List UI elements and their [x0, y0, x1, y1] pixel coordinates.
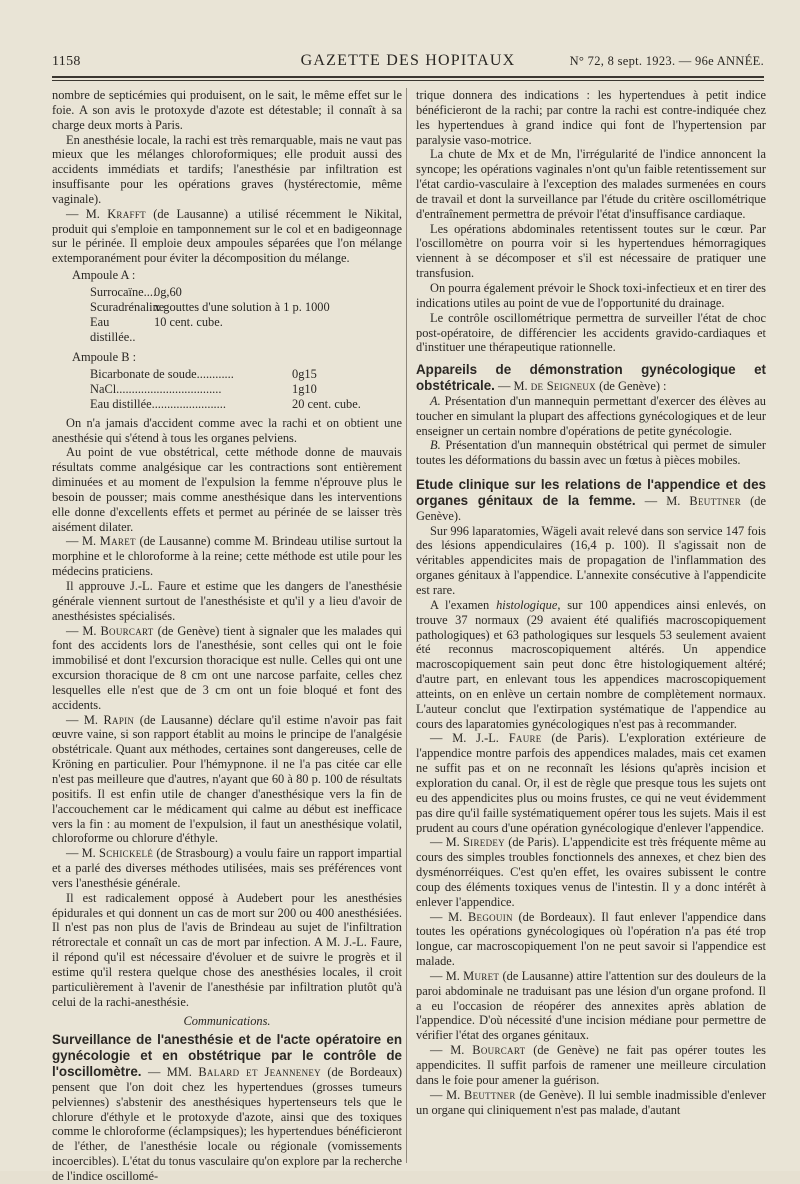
paragraph: — M. Beuttner (de Genève). Il lui semble inadmissible d'enlever un organe qui cliniquement n'est pas malade, d'autant [416, 1087, 767, 1117]
paragraph: — M. Muret (de Lausanne) attire l'attention sur des douleurs de la paroi abdominale ne traduisant pas une lésion d'un organe profond. Il a eu l'occasion de réopérer des annexites après ablation de l'appendice. D'où nécessité d'une incision médiane pour permettre de vérifier l'état des organes génitaux. [416, 968, 766, 1043]
paragraph: La chute de Mx et de Mn, l'irrégularité de l'indice annoncent la syncope; les opérations vaginales n'ont qu'un faible retentissement sur l'état cardio-vasculaire à l'exception des malades surmenées en cours de travail et dont la surveillance par l'étude du critère oscillométrique d'entraînement permettra de prévoir l'état d'insuffisance cardiaque. [416, 147, 766, 221]
paragraph: Il est radicalement opposé à Audebert pour les anesthésies épidurales et qui donnent un cas de mort sur 200 ou 400 anesthésiées. Il n'est pas non plus de l'avis de Brindeau au sujet de l'infiltration rétrorectale et connaît un cas de mort par infection. A M. J.-L. Faure, il répond qu'il est nécessaire d'évoluer et de suivre le progrès et il estime qu'il restera quelque chose des anesthésies locales, il croit particulièrement à l'avenir de l'anesthésie par infiltration plutôt qu'à celui de la rachi-anesthésie. [52, 890, 402, 1009]
speaker-name: Begouin [467, 909, 513, 924]
paragraph: — M. Bourcart (de Genève) tient à signaler que les malades qui font des accidents lors de l'anesthésie, sont celles qui ont le foie immobilisé et dont l'excursion thoracique est nulle. Celles qui ont une excursion thoracique de 8 cm ont une narcose parfaite, celles chez lesquelles elle n'est que de 3 cm ont un foie bloqué et font des accidents. [52, 623, 403, 712]
paragraph: A l'examen histologique, sur 100 appendices ainsi enlevés, on trouve 37 normaux (29 avaient été qualifiés macroscopiquement pathologiques) et 63 pathologiques sur lesquels 53 seulement avaient été reconnus macroscopiquement altérés. Un appendice macroscopiquement sain peut donc être histologiquement altéré; d'autre part, en enlevant tous les appendices macroscopiquement atteints, on en enlève un certain nombre de complètement normaux. L'auteur conclut que l'extirpation systématique de l'appendice au cours des laparatomies gynécologiques n'est pas à recommander. [416, 597, 766, 731]
author-names: Beuttner [689, 493, 742, 508]
page-number: 1158 [52, 54, 81, 69]
paragraph: A. Présentation d'un mannequin permettant d'exercer des élèves au toucher en simulant la plupart des affections gynécologiques et de leur enseigner un certain nombre d'opérations de petite gynécologie. [416, 393, 766, 438]
paragraph: B. Présentation d'un mannequin obstétrical qui permet de simuler toutes les déformations du bassin avec un fœtus à pièces mobiles. [416, 438, 766, 468]
issue-info: N° 72, 8 sept. 1923. — 96e ANNÉE. [569, 54, 764, 68]
speaker-name: Muret [463, 968, 500, 983]
speaker-name: Faure [508, 731, 542, 746]
speaker-name: Beuttner [464, 1087, 516, 1102]
paragraph: Au point de vue obstétrical, cette méthode donne de mauvais résultats comme analgésique car les contractions sont entièrement diminuées et au moment de l'expulsion la femme n'éprouve plus le besoin de pousser; mais comme anesthésique dans les interventions elle donne d'excellents effets et permet au périnée de se laisser très aisément dilater. [52, 445, 402, 534]
paragraph: — M. Krafft (de Lausanne) a utilisé récemment le Nikital, produit qui s'emploie en tamponnement sur le col et en badigeonnage sur le périnée. Il emploie deux ampoules séparées que l'on mélange extemporanément pour éviter la décomposition du mélange. [52, 206, 403, 266]
paragraph: — M. Rapin (de Lausanne) déclare qu'il estime n'avoir pas fait œuvre vaine, si son rapport établit au moins le principe de l'analgésie obstétricale. Quant aux méthodes, certaines sont dangereuses, celle de Kröning en particulier. Pour l'hémypnone. il ne l'a pas citée car elle n'est pas meilleure que d'autres, n'ayant que 60 à 80 p. 100 de résultats positifs. Il est enfin utile de changer d'anesthésique vers la fin de l'accouchement car le médicament qui calme au début est inefficace vers la fin : au moment de l'expulsion, il faut un anesthésique volatil, chloroforme ou chlorure d'éthyle. [52, 712, 403, 846]
header-rule-thin [52, 80, 764, 81]
speaker-name: Maret [99, 534, 136, 549]
paragraph: — M. Siredey (de Paris). L'appendicite est très fréquente même au cours des simples troubles fonctionnels des annexes, et chez bien des dysménorréiques. C'est qu'en effet, les ovaires subissent le contre coup des éléments toxiques venus de l'intestin. Il y a donc intérêt à enlever l'appendice. [416, 835, 767, 909]
formula-label: Ampoule B : [72, 350, 137, 365]
speaker-name: Siredey [462, 835, 505, 850]
paragraph: — M. Begouin (de Bordeaux). Il faut enlever l'appendice dans toutes les opérations gynécologiques où l'opération n'a pas été trop longue, car macroscopiquement l'on ne peut savoir si l'appendice est malade. [416, 909, 766, 969]
paragraph: On n'a jamais d'accident comme avec la rachi et on obtient une anesthésie qui s'étend à tous les organes pelviens. [52, 415, 402, 445]
speaker-name: Bourcart [472, 1043, 526, 1058]
paragraph: Les opérations abdominales retentissent toutes sur le cœur. Par l'oscillomètre on pourra voir si les hypertendues hémorragiques viennent à se décomposer et s'il est nécessaire de pratiquer une transfusion. [416, 221, 766, 281]
journal-title: GAZETTE DES HOPITAUX [300, 52, 516, 69]
paragraph: trique donnera des indications : les hypertendues à petit indice bénéficieront de la rachi; par contre la rachi est contre-indiquée chez les hypertendues à grand indice qui font de l'hypertension par paralysie vaso-motrice. [416, 88, 766, 147]
speaker-name: Krafft [107, 206, 146, 221]
formula-row: Scuradrénaline x gouttes d'une solution à 1 p. 1000 [90, 299, 330, 314]
section-title: Communications. [183, 1014, 271, 1029]
column-divider [406, 88, 407, 1163]
paragraph: On pourra également prévoir le Shock toxi-infectieux et en tirer des indications utiles au point de vue de l'opportunité du drainage. [416, 280, 766, 310]
speaker-name: Bourcart [100, 623, 154, 638]
paragraph: — M. Bourcart (de Genève) ne fait pas opérer toutes les appendicites. Il suffit parfois de ramener une meilleure circulation dans le foie pour amener la guérison. [416, 1043, 767, 1087]
page-header [52, 50, 764, 74]
paragraph: Sur 996 laparatomies, Wägeli avait relevé dans son service 147 fois des lésions appendiculaires (16,4 p. 100). Il s'agissait non de véritables appendicites mais de propagation de l'inflammation des organes génitaux à l'appendice. L'annexite consécutive à l'appendicite est rare. [416, 523, 766, 597]
paragraph: — M. Maret (de Lausanne) comme M. Brindeau utilise surtout la morphine et le chloroforme à la reine; cette méthode est utile pour les médecins praticiens. [52, 534, 403, 579]
formula-row: NaCl.................................. 1g10 [90, 382, 317, 397]
paragraph: nombre de septicémies qui produisent, on le sait, le même effet sur le foie. A son avis le protoxyde d'azote est détestable; il connaît à sa charge deux morts à Paris. [52, 88, 402, 132]
formula-row: Eau distillée.. 10 cent. cube. [90, 314, 223, 344]
article-heading: Etude clinique sur les relations de l'appendice et des organes génitaux de la femme. — M. Beuttner (de Genève). [416, 477, 766, 523]
formula-row: Eau distillée........................ 20 cent. cube. [90, 396, 361, 411]
left-column [52, 88, 403, 1183]
header-rule-thick [52, 76, 764, 78]
author-names: Balard et Jeanneney [198, 1065, 321, 1079]
right-column [416, 88, 766, 1163]
paragraph: En anesthésie locale, la rachi est très remarquable, mais ne vaut pas mieux que les mélanges chloroformiques; elle produit aussi des accidents immédiats et tardifs; l'anesthésie par infiltration est insuffisante pour les opérations graves (hystérectomie, même vaginale). [52, 132, 402, 206]
paragraph: Il approuve J.-L. Faure et estime que les dangers de l'anesthésie générale viennent surtout de l'anesthésiste et qu'il y a lieu d'avoir de anesthésistes spécialisés. [52, 579, 402, 623]
paragraph: Le contrôle oscillométrique permettra de surveiller l'état de choc post-opératoire, de différencier les accidents gravido-cardiaques et d'instituer une thérapeutique rationnelle. [416, 310, 766, 355]
speaker-name: Rapin [103, 712, 135, 727]
article-heading: Appareils de démonstration gynécologique et obstétricale. — M. de Seigneux (de Genève) : [416, 362, 766, 394]
formula-row: Surrocaïne.... 0g,60 [90, 284, 182, 299]
paragraph: — M. J.-L. Faure (de Paris). L'exploration extérieure de l'appendice montre parfois des appendices malades, mais cet examen ne suffit pas et on ne reconnaît les lésions qu'après incision et exploration du canal. Or, il est de règle que presque tous les sujets ont eu des appendicites plus ou moins frustes, ce qui ne veut évidemment pas dire qu'il faille systématiquement opérer tous les sujets. Mais il est prudent au cours d'une opération gynécologique d'enlever l'appendice. [416, 731, 766, 835]
speaker-name: Schickelé [99, 846, 154, 861]
author-names: de Seigneux [530, 379, 596, 394]
paragraph: — M. Schickelé (de Strasbourg) a voulu faire un rapport impartial et a parlé des diverses méthodes utilisées, mais ses préférences vont vers l'anesthésie générale. [52, 846, 403, 890]
formula-label: Ampoule A : [72, 268, 136, 283]
article-heading: Surveillance de l'anesthésie et de l'acte opératoire en gynécologie et en obstétrique par le contrôle de l'oscillomètre. — MM. Balard et Jeanneney (de Bordeaux) pensent que l'on doit chez les hypertendues (grosses tumeurs pelviennes) s'abstenir des anesthésiques hypertenseurs tels que le chlorure d'éthyle et le protoxyde d'azote, ainsi que des toxiques comme le chloroforme (éclampsiques); les hypertendues bénéficieront de l'éther, de l'anesthésie locale ou régionale (vomissements incoercibles). L'état du tonus vasculaire qu'on explore par la recherche de l'indice oscillomé- [52, 1032, 402, 1183]
formula-row: Bicarbonate de soude............ 0g15 [90, 367, 317, 382]
